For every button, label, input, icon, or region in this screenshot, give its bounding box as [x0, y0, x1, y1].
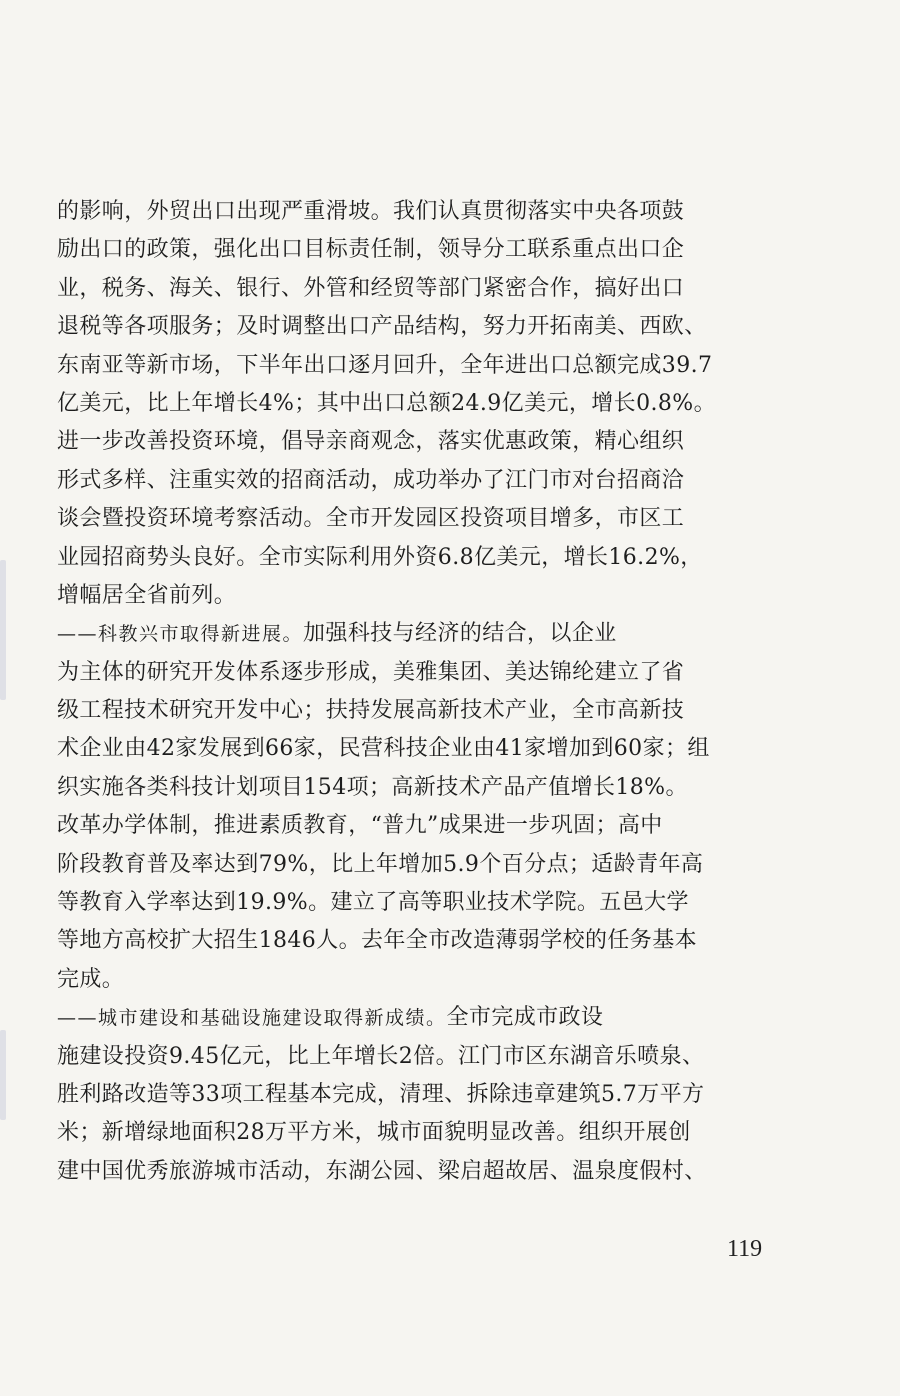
line-text: 加强科技与经济的结合，以企业	[303, 621, 617, 647]
text-line	[57, 922, 787, 960]
text-line	[57, 730, 787, 768]
text-line	[57, 539, 787, 577]
line-text: 改革办学体制，推进素质教育，“普九”成果进一步巩固；高中	[57, 813, 663, 839]
text-line	[57, 654, 787, 692]
text-line	[57, 1038, 787, 1076]
text-line	[57, 231, 787, 269]
text-line	[57, 769, 787, 807]
text-line	[57, 692, 787, 730]
line-text: 业，税务、海关、银行、外管和经贸等部门紧密合作，搞好出口	[57, 275, 685, 301]
body-text	[57, 193, 787, 1191]
text-line	[57, 884, 787, 922]
line-text: 亿美元，比上年增长4%；其中出口总额24.9亿美元，增长0.8%。	[57, 390, 716, 416]
line-text: 建中国优秀旅游城市活动，东湖公园、梁启超故居、温泉度假村、	[57, 1158, 707, 1184]
text-line	[57, 1076, 787, 1114]
line-text: 为主体的研究开发体系逐步形成，美雅集团、美达锦纶建立了省	[57, 659, 685, 685]
section-heading: ——科教兴市取得新进展。	[57, 623, 304, 646]
line-text: 业园招商势头良好。全市实际利用外资6.8亿美元，增长16.2%，	[57, 544, 703, 570]
line-text: 术企业由42家发展到66家，民营科技企业由41家增加到60家；组	[57, 736, 710, 762]
line-text: 形式多样、注重实效的招商活动，成功举办了江门市对台招商洽	[57, 467, 685, 493]
text-line	[57, 999, 787, 1037]
line-text: 进一步改善投资环境，倡导亲商观念，落实优惠政策，精心组织	[57, 429, 685, 455]
line-text: 东南亚等新市场，下半年出口逐月回升，全年进出口总额完成39.7	[57, 352, 713, 378]
text-line	[57, 1153, 787, 1191]
line-text: 胜利路改造等33项工程基本完成，清理、拆除违章建筑5.7万平方	[57, 1081, 705, 1107]
line-text: 等教育入学率达到19.9%。建立了高等职业技术学院。五邑大学	[57, 890, 689, 916]
line-text: 米；新增绿地面积28万平方米，城市面貌明显改善。组织开展创	[57, 1120, 691, 1146]
text-line	[57, 961, 787, 999]
section-heading: ——城市建设和基础设施建设取得新成绩。	[57, 1007, 447, 1030]
text-line	[57, 462, 787, 500]
line-text: 退税等各项服务；及时调整出口产品结构，努力开拓南美、西欧、	[57, 314, 707, 340]
page-number: 119	[727, 1236, 763, 1262]
page-edge-shadow	[0, 560, 6, 700]
line-text: 谈会暨投资环境考察活动。全市开发园区投资项目增多，市区工	[57, 506, 685, 532]
text-line	[57, 846, 787, 884]
text-line	[57, 423, 787, 461]
text-line	[57, 615, 787, 653]
line-text: 增幅居全省前列。	[57, 582, 237, 608]
text-line	[57, 1114, 787, 1152]
text-line	[57, 577, 787, 615]
text-line	[57, 500, 787, 538]
text-line	[57, 193, 787, 231]
line-text: 阶段教育普及率达到79%，比上年增加5.9个百分点；适龄青年高	[57, 851, 704, 877]
line-text: 等地方高校扩大招生1846人。去年全市改造薄弱学校的任务基本	[57, 928, 697, 954]
text-line	[57, 807, 787, 845]
line-text: 施建设投资9.45亿元，比上年增长2倍。江门市区东湖音乐喷泉、	[57, 1043, 705, 1069]
text-line	[57, 308, 787, 346]
line-text: 织实施各类科技计划项目154项；高新技术产品产值增长18%。	[57, 774, 688, 800]
page-edge-shadow	[0, 1030, 6, 1120]
text-line	[57, 270, 787, 308]
text-line	[57, 385, 787, 423]
line-text: 的影响，外贸出口出现严重滑坡。我们认真贯彻落实中央各项鼓	[57, 199, 685, 224]
text-line	[57, 347, 787, 385]
line-text: 全市完成市政设	[446, 1005, 604, 1031]
line-text: 励出口的政策，强化出口目标责任制，领导分工联系重点出口企	[57, 237, 685, 263]
line-text: 级工程技术研究开发中心；扶持发展高新技术产业，全市高新技	[57, 698, 685, 724]
line-text: 完成。	[57, 966, 125, 992]
